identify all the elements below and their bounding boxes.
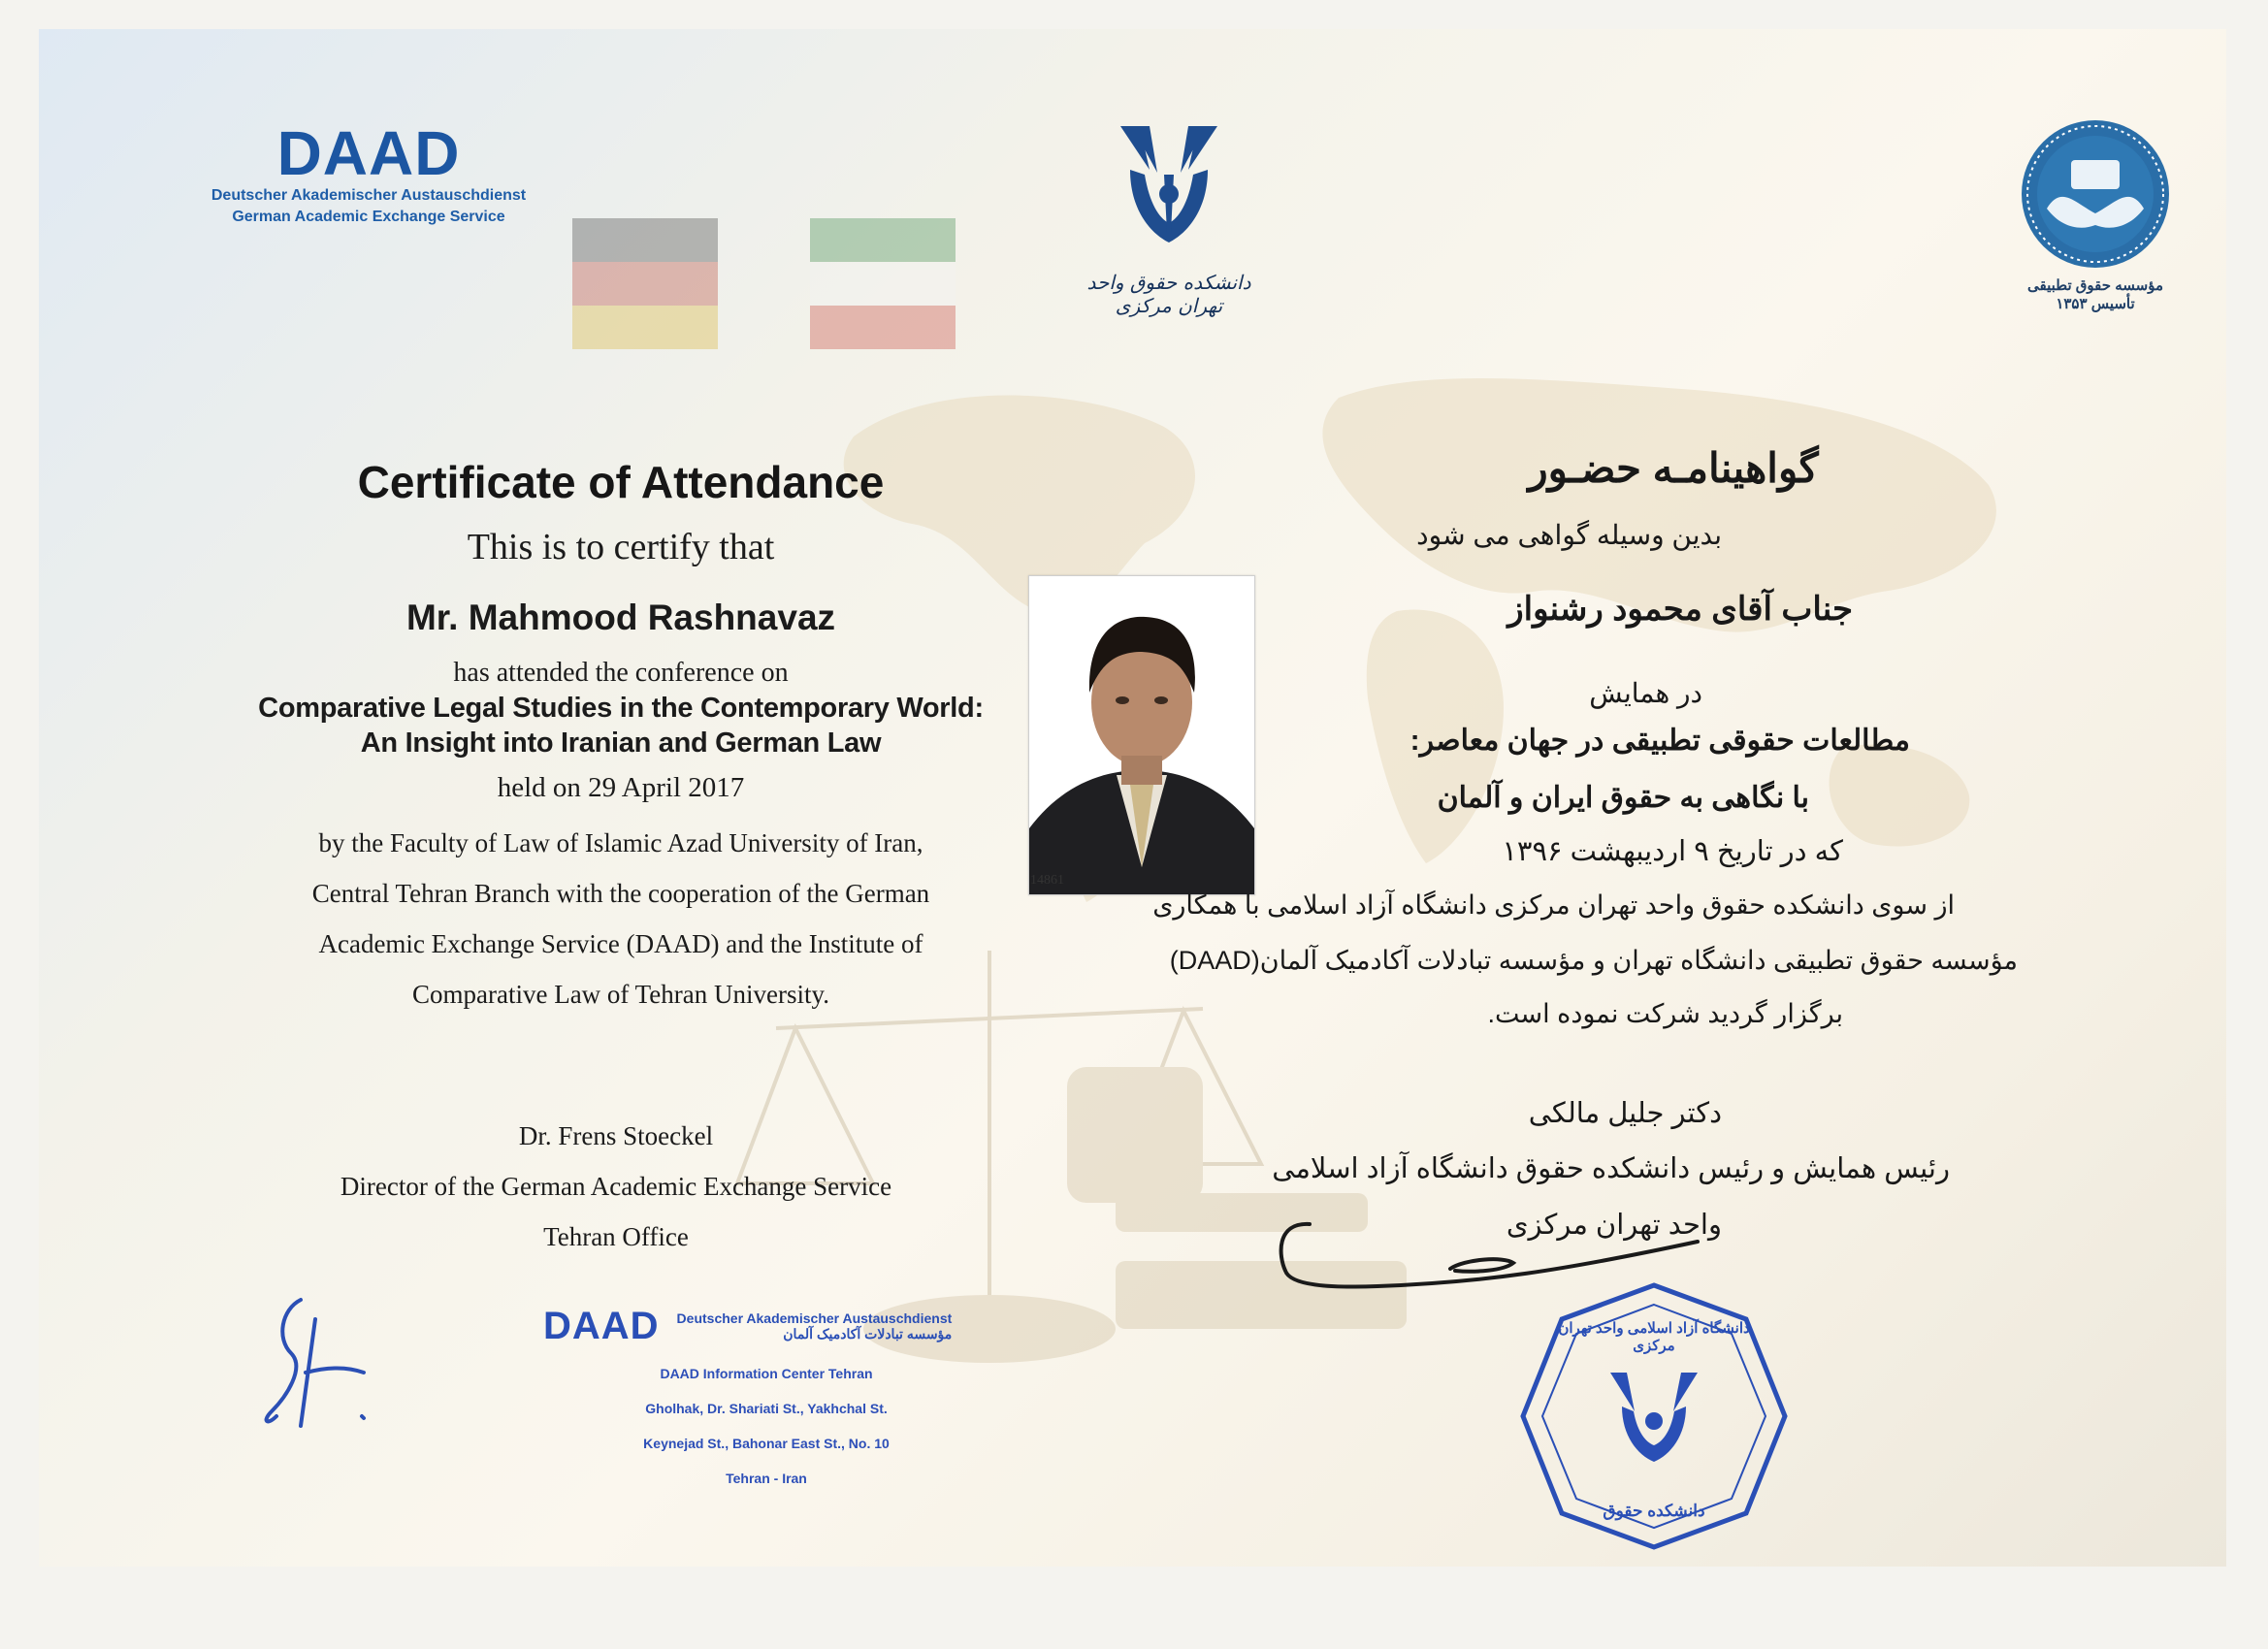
daad-stamp — [543, 1305, 989, 1496]
persian-date: که در تاریخ ۹ اردیبهشت ۱۳۹۶ — [1502, 836, 1843, 867]
english-text-block — [223, 456, 1019, 1019]
persian-body-line-3: برگزار گردید شرکت نموده است. — [1487, 999, 1843, 1028]
daad-logo — [189, 118, 548, 228]
persian-recipient-name: جناب آقای محمود رشنواز — [1507, 591, 1853, 628]
azad-logo-caption: دانشکده حقوق واحد تهران مرکزی — [1086, 271, 1251, 317]
english-signatory-block — [233, 1111, 999, 1262]
persian-signatory-role-2: واحد تهران مرکزی — [1506, 1210, 1722, 1241]
english-signatory-role: Director of the German Academic Exchange Service — [340, 1172, 892, 1201]
tehran-logo-caption-1: مؤسسه حقوق تطبیقی — [2027, 277, 2163, 294]
english-title: Certificate of Attendance — [357, 457, 885, 507]
english-conference-line-2: An Insight into Iranian and German Law — [360, 728, 882, 759]
english-body-line-1: by the Faculty of Law of Islamic Azad University of Iran, — [318, 828, 923, 857]
certificate-paper — [39, 29, 2226, 1567]
persian-body-line-1: از سوی دانشکده حقوق واحد تهران مرکزی دانشگاه آزاد اسلامی با همکاری — [1152, 890, 1955, 920]
english-recipient-name: Mr. Mahmood Rashnavaz — [405, 598, 836, 637]
persian-conference-line-1: مطالعات حقوقی تطبیقی در جهان معاصر: — [1409, 725, 1910, 757]
daad-stamp-city: Tehran - Iran — [726, 1471, 807, 1486]
german-flag-background — [572, 218, 718, 364]
persian-conference-intro: در همایش — [1589, 678, 1702, 708]
azad-stamp-ring-text: دانشگاه آزاد اسلامی واحد تهران مرکزی — [1558, 1320, 1750, 1354]
azad-stamp-bottom-text: دانشکده حقوق — [1603, 1502, 1705, 1520]
english-attended-text: has attended the conference on — [453, 658, 789, 688]
persian-certify-text: بدین وسیله گواهی می شود — [1416, 520, 1722, 550]
daad-stamp-address-2: Keynejad St., Bahonar East St., No. 10 — [643, 1436, 890, 1451]
english-held-date: held on 29 April 2017 — [497, 772, 745, 803]
daad-logo-name: DAAD — [276, 118, 461, 188]
daad-logo-line1: Deutscher Akademischer Austauschdienst — [211, 187, 527, 204]
persian-body-line-2: مؤسسه حقوق تطبیقی دانشگاه تهران و مؤسسه تبادلات آکادمیک آلمان(DAAD) — [1169, 946, 2018, 975]
english-body-line-3: Academic Exchange Service (DAAD) and the Institute of — [318, 929, 923, 958]
azad-emblem-icon — [1111, 116, 1227, 262]
english-body-line-4: Comparative Law of Tehran University. — [412, 980, 829, 1009]
english-signatory-name: Dr. Frens Stoeckel — [518, 1121, 714, 1150]
english-conference-line-1: Comparative Legal Studies in the Contemporary World: — [258, 693, 984, 724]
persian-signatory-role-1: رئیس همایش و رئیس دانشکده حقوق دانشگاه آزاد اسلامی — [1272, 1153, 1950, 1184]
tehran-university-emblem-icon — [2018, 116, 2173, 272]
persian-signatory-name: دکتر جلیل مالکی — [1528, 1098, 1722, 1129]
daad-stamp-name: DAAD — [543, 1305, 660, 1347]
iran-flag-background — [810, 218, 956, 364]
signature-stoeckel — [247, 1280, 403, 1445]
tehran-university-logo — [1998, 116, 2192, 313]
english-body-line-2: Central Tehran Branch with the cooperation of the German — [311, 879, 930, 908]
recipient-photo — [1028, 575, 1255, 895]
daad-stamp-line-fa: مؤسسه تبادلات آکادمیک آلمان — [783, 1326, 953, 1342]
persian-title: گواهینامـه حضـور — [1528, 445, 1819, 491]
english-signatory-office: Tehran Office — [543, 1222, 689, 1251]
daad-stamp-line-de: Deutscher Akademischer Austauschdienst — [676, 1310, 953, 1326]
photo-id-number: 14861 — [1030, 873, 1064, 888]
persian-conference-line-2: با نگاهی به حقوق ایران و آلمان — [1437, 782, 1809, 814]
daad-stamp-center: DAAD Information Center Tehran — [660, 1366, 873, 1381]
english-certify-text: This is to certify that — [467, 527, 775, 567]
daad-logo-line2: German Academic Exchange Service — [232, 209, 505, 225]
azad-university-logo — [1072, 116, 1266, 317]
tehran-logo-caption-2: تأسیس ۱۳۵۳ — [2056, 296, 2135, 312]
daad-stamp-address-1: Gholhak, Dr. Shariati St., Yakhchal St. — [645, 1401, 888, 1416]
